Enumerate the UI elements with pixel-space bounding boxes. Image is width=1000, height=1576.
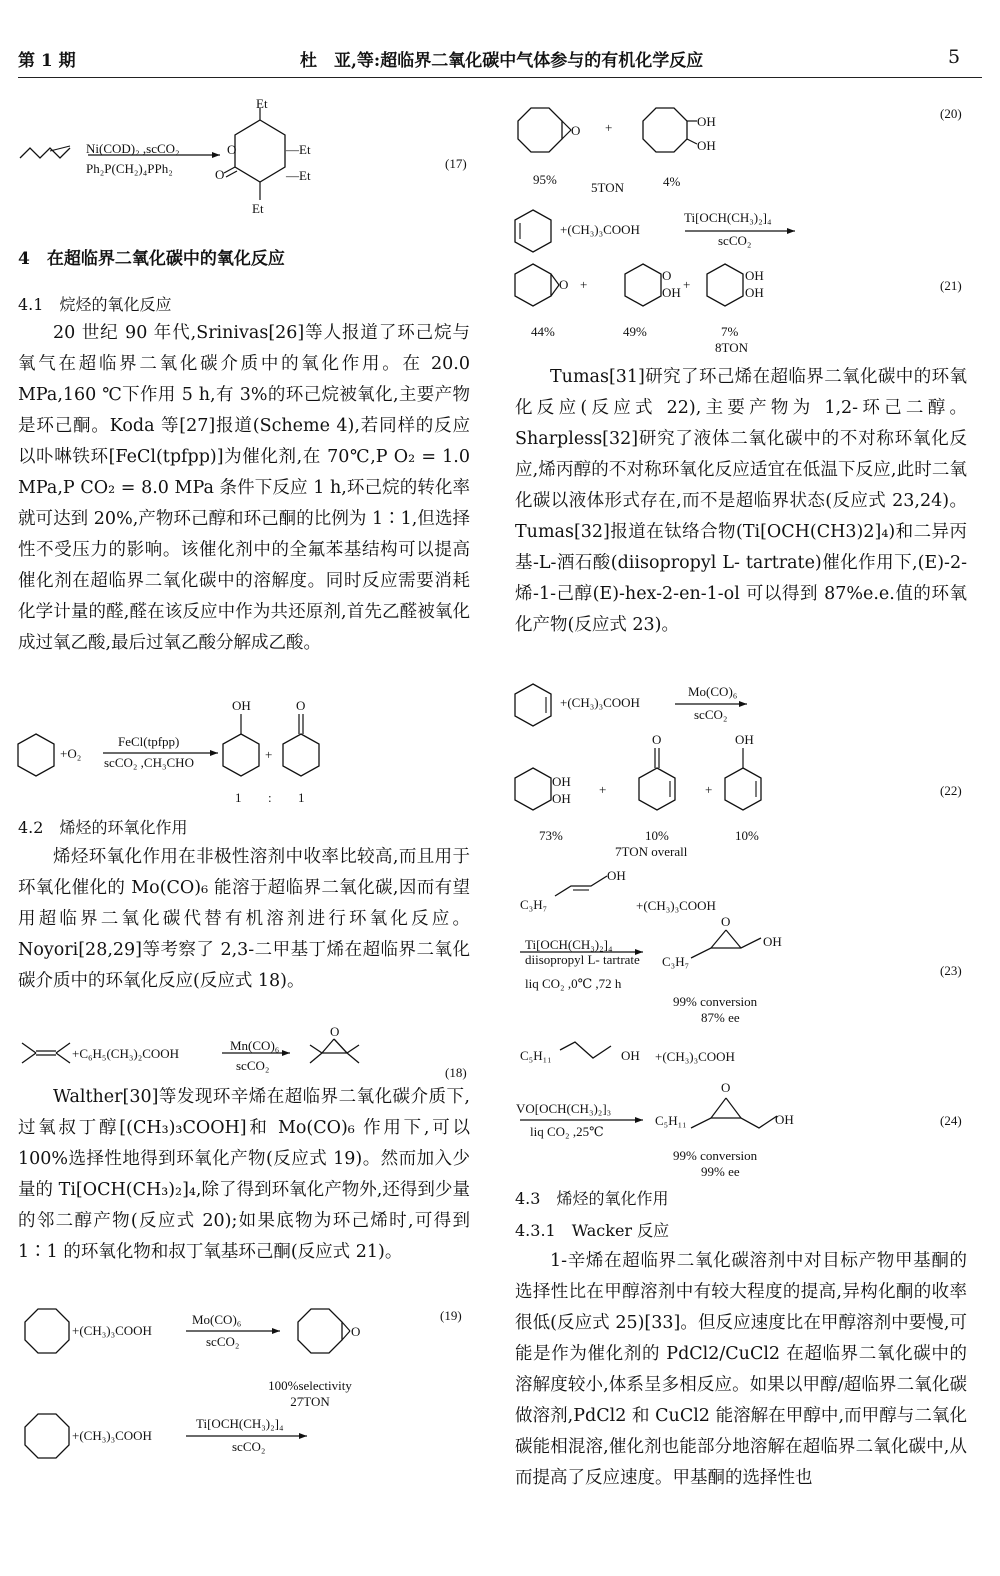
scheme4-catalyst: FeCl(tpfpp) — [118, 734, 180, 749]
cyclooctene — [25, 1414, 69, 1458]
section-4-3-1-heading: 4.3.1 Wacker 反应 — [515, 1221, 670, 1240]
epoxide-o: O — [721, 914, 731, 929]
ton-label: 7TON overall — [615, 844, 688, 859]
eq18-solvent: scCO₂ — [236, 1058, 270, 1073]
eq18-reagent: +C₆H₅(CH₃)₂COOH — [72, 1046, 180, 1061]
eq17-catalyst: Ni(COD)₂ ,scCO₂ — [86, 141, 180, 156]
oh-1: OH — [697, 114, 716, 129]
ketone-o: O — [652, 732, 662, 747]
eq23-number: (23) — [940, 963, 962, 978]
ketone-oh: OH — [662, 285, 681, 300]
ratio-right: 1 — [298, 790, 305, 805]
enol-oh: OH — [735, 732, 754, 747]
eq23-ligand: diisopropyl L- tartrate — [525, 952, 640, 967]
header-rule — [18, 77, 982, 78]
plus-2: + — [705, 782, 713, 797]
eq17-number: (17) — [445, 156, 467, 171]
epoxide-o: O — [330, 1024, 340, 1039]
scheme4-conditions: scCO₂ ,CH₃CHO — [104, 755, 194, 770]
allyl-oh: OH — [607, 868, 626, 883]
eq22-solvent: scCO₂ — [694, 707, 728, 722]
tbuo-cyclohexanone — [625, 264, 661, 306]
eq23-reagent: +(CH₃)₃COOH — [636, 898, 716, 913]
oh-label: OH — [232, 698, 251, 713]
eq18-number: (18) — [445, 1065, 467, 1080]
reaction-20-products — [515, 104, 985, 204]
yield-diol: 73% — [539, 828, 563, 843]
product-propyl: C₃H₇ — [662, 954, 690, 969]
section-4-2-heading: 4.2 烯烃的环氧化作用 — [18, 818, 188, 837]
eq24-catalyst: VO[OCH(CH₃)₂]₃ — [516, 1101, 612, 1116]
product-oh: OH — [775, 1112, 794, 1127]
scheme-4 — [18, 700, 478, 810]
carbonyl-o: O — [215, 167, 225, 182]
eq19-number: (19) — [440, 1308, 462, 1323]
eq21-reagent: +(CH₃)₃COOH — [560, 222, 640, 237]
ketone-o: O — [662, 268, 672, 283]
eq22-reagent: +(CH₃)₃COOH — [560, 695, 640, 710]
epoxide-o: O — [559, 277, 569, 292]
section-4-1-heading: 4.1 烷烃的氧化反应 — [18, 295, 172, 314]
eq18-catalyst: Mn(CO)₆ — [230, 1038, 280, 1053]
eq20-reagent: +(CH₃)₃COOH — [72, 1428, 152, 1443]
diol-oh-2: OH — [745, 285, 764, 300]
epoxide-o: O — [351, 1324, 361, 1339]
pentyl-sub: C₅H₁₁ — [520, 1048, 552, 1063]
yield-enol: 10% — [735, 828, 759, 843]
cyclohexanediol — [515, 768, 551, 810]
plus: + — [265, 747, 273, 762]
ee: 87% ee — [701, 1010, 740, 1025]
pyranone-ring — [235, 120, 285, 182]
alkyne-substrate — [20, 148, 70, 158]
section-4-2-body-2: Walther[30]等发现环辛烯在超临界二氧化碳介质下,过氧叔丁醇[(CH₃)₃COOH]和 Mo(CO)₆ 作用下,可以 100%选择性地得到环氧化产物(反应式 19)。然而加入少量的 Ti[OCH(CH₃)₂]₄,除了得到环氧化产物外,还得到少量的邻二醇产物(反应式 20);如果底物为环己烯时,可得到 1∶1 的环氧化物和叔丁氧基环己酮(反应式 21)。 — [18, 1087, 470, 1262]
eq21-catalyst: Ti[OCH(CH₃)₂]₄ — [684, 210, 772, 225]
plus-o2: +O₂ — [60, 746, 82, 761]
cyclooctene-oxide — [298, 1309, 342, 1353]
journal-issue: 第 1 期 — [18, 51, 76, 71]
eq19-solvent: scCO₂ — [206, 1334, 240, 1349]
ee: 99% ee — [701, 1164, 740, 1179]
plus: + — [605, 120, 613, 135]
right-body-1: Tumas[31]研究了环己烯在超临界二氧化碳中的环氧化反应(反应式 22),主要产物为 1,2-环己二醇。Sharpless[32]研究了液体二氧化碳中的不对称环氧化反应,烯丙醇的不对称环氧化反应适宜在低温下反应,此时二氧化碳以液体形式存在,而不是超临界状态(反应式 23,24)。Tumas[32]报道在钛络合物(Ti[OCH(CH3)2]₄)和二异丙基-L-酒石酸(diisopropyl L- tartrate)催化作用下,(E)-2-烯-1-己醇(E)-hex-2-en-1-ol 可以得到 87%e.e.值的环氧化产物(反应式 23)。 — [515, 367, 967, 635]
eq21-solvent: scCO₂ — [718, 233, 752, 248]
eq23-catalyst: Ti[OCH(CH₃)₂]₄ — [525, 937, 613, 952]
cyclooctene — [25, 1309, 69, 1353]
diol-oh-1: OH — [552, 774, 571, 789]
ring-o: O — [227, 142, 237, 157]
conversion: 99% conversion — [673, 1148, 758, 1163]
et-top: Et — [256, 96, 268, 111]
yield-enone: 10% — [645, 828, 669, 843]
eq24-reagent: +(CH₃)₃COOH — [655, 1049, 735, 1064]
eq21-number: (21) — [940, 278, 962, 293]
et-right-1: —Et — [286, 142, 311, 157]
section-4-heading: 4 在超临界二氧化碳中的氧化反应 — [18, 249, 285, 269]
eq19-ton: 27TON — [290, 1394, 330, 1409]
cyclooctene-oxide — [518, 108, 562, 152]
cyclohexanone — [283, 734, 319, 776]
eq23-conditions: liq CO₂ ,0℃ ,72 h — [525, 976, 622, 991]
eq24-conditions: liq CO₂ ,25℃ — [530, 1124, 604, 1139]
cyclohexanol — [223, 734, 259, 776]
epoxide-o: O — [571, 123, 581, 138]
allyl-oh: OH — [621, 1048, 640, 1063]
yield-epoxide: 95% — [533, 172, 557, 187]
ton-label: 5TON — [591, 180, 624, 195]
ratio-left: 1 — [235, 790, 242, 805]
plus-2: + — [683, 277, 691, 292]
yield-epoxide: 44% — [531, 324, 555, 339]
yield-diol: 7% — [721, 324, 739, 339]
eq17-ligand: Ph₂P(CH₂)₄PPh₂ — [86, 161, 173, 176]
et-bottom: Et — [252, 201, 264, 216]
eq19-reagent: +(CH₃)₃COOH — [72, 1323, 152, 1338]
cyclohexane — [18, 734, 54, 776]
yield-diol: 4% — [663, 174, 681, 189]
eq22-number: (22) — [940, 783, 962, 798]
eq20-solvent: scCO₂ — [232, 1439, 266, 1454]
ton-label: 8TON — [715, 340, 748, 355]
section-4-3-heading: 4.3 烯烃的氧化作用 — [515, 1189, 669, 1208]
yield-ketone: 49% — [623, 324, 647, 339]
diol-oh-1: OH — [745, 268, 764, 283]
et-right-2: —Et — [286, 168, 311, 183]
section-4-2-body-1: 烯烃环氧化作用在非极性溶剂中收率比较高,而且用于环氧化催化的 Mo(CO)₆ 能溶于超临界二氧化碳,因而有望用超临界二氧化碳代替有机溶剂进行环氧化反应。Noyori[28,29]等考察了 2,3-二甲基丁烯在超临界二氧化碳介质中的环氧化反应(反应式 18)。 — [18, 847, 470, 991]
eq24-number: (24) — [940, 1113, 962, 1128]
eq19-selectivity: 100%selectivity — [268, 1378, 352, 1393]
diol-oh-2: OH — [552, 791, 571, 806]
product-oh: OH — [763, 934, 782, 949]
propyl-sub: C₃H₇ — [520, 897, 548, 912]
running-title: 杜 亚,等:超临界二氧化碳中气体参与的有机化学反应 — [300, 51, 704, 71]
epoxide-o: O — [721, 1080, 731, 1095]
eq22-catalyst: Mo(CO)₆ — [688, 684, 738, 699]
ratio-sep: : — [268, 790, 272, 805]
product-pentyl: C₅H₁₁ — [655, 1113, 687, 1128]
cyclooctanediol — [643, 108, 687, 152]
cyclohexene-oxide — [515, 264, 551, 306]
cyclohexanediol — [707, 264, 743, 306]
section-4-1-body: 20 世纪 90 年代,Srinivas[26]等人报道了环己烷与氧气在超临界二氧化碳介质中的氧化作用。在 20.0 MPa,160 ℃下作用 5 h,有 3%的环己烷被氧化,主要产物是环己酮。Koda 等[27]报道(Scheme 4),若同样的反应以卟啉铁环[FeCl(tpfpp)]为催化剂,在 70℃,P O₂ = 1.0 MPa,P CO₂ = 8.0 MPa 条件下反应 1 h,环己烷的转化率就可达到 20%,产物环己醇和环己酮的比例为 1∶1,但选择性不受压力的影响。该催化剂中的全氟苯基结构可以提高催化剂在超临界二氧化碳中的溶解度。同时反应需要消耗化学计量的醛,醛在该反应中作为共还原剂,首先乙醛被氧化成过氧乙酸,最后过氧乙酸分解成乙酸。 — [18, 323, 470, 653]
eq20-number: (20) — [940, 106, 962, 121]
oh-2: OH — [697, 138, 716, 153]
o-label: O — [296, 698, 306, 713]
eq19-catalyst: Mo(CO)₆ — [192, 1312, 242, 1327]
right-body-2: 1-辛烯在超临界二氧化碳溶剂中对目标产物甲基酮的选择性比在甲醇溶剂中有较大程度的提高,异构化酮的收率很低(反应式 25)[33]。但反应速度比在甲醇溶剂中要慢,可能是作为催化剂的 PdCl2/CuCl2 在超临界二氧化碳中的溶解度较小,体系呈多相反应。如果以甲醇/超临界二氧化碳做溶剂,PdCl2 和 CuCl2 能溶解在甲醇中,而甲醇与二氧化碳能相混溶,催化剂也能部分地溶解在超临界二氧化碳中,从而提高了反应速度。甲基酮的选择性也 — [515, 1251, 967, 1488]
eq20-catalyst: Ti[OCH(CH₃)₂]₄ — [196, 1416, 284, 1431]
plus-1: + — [580, 277, 588, 292]
conversion: 99% conversion — [673, 994, 758, 1009]
page-number: 5 — [948, 46, 961, 68]
plus-1: + — [599, 782, 607, 797]
